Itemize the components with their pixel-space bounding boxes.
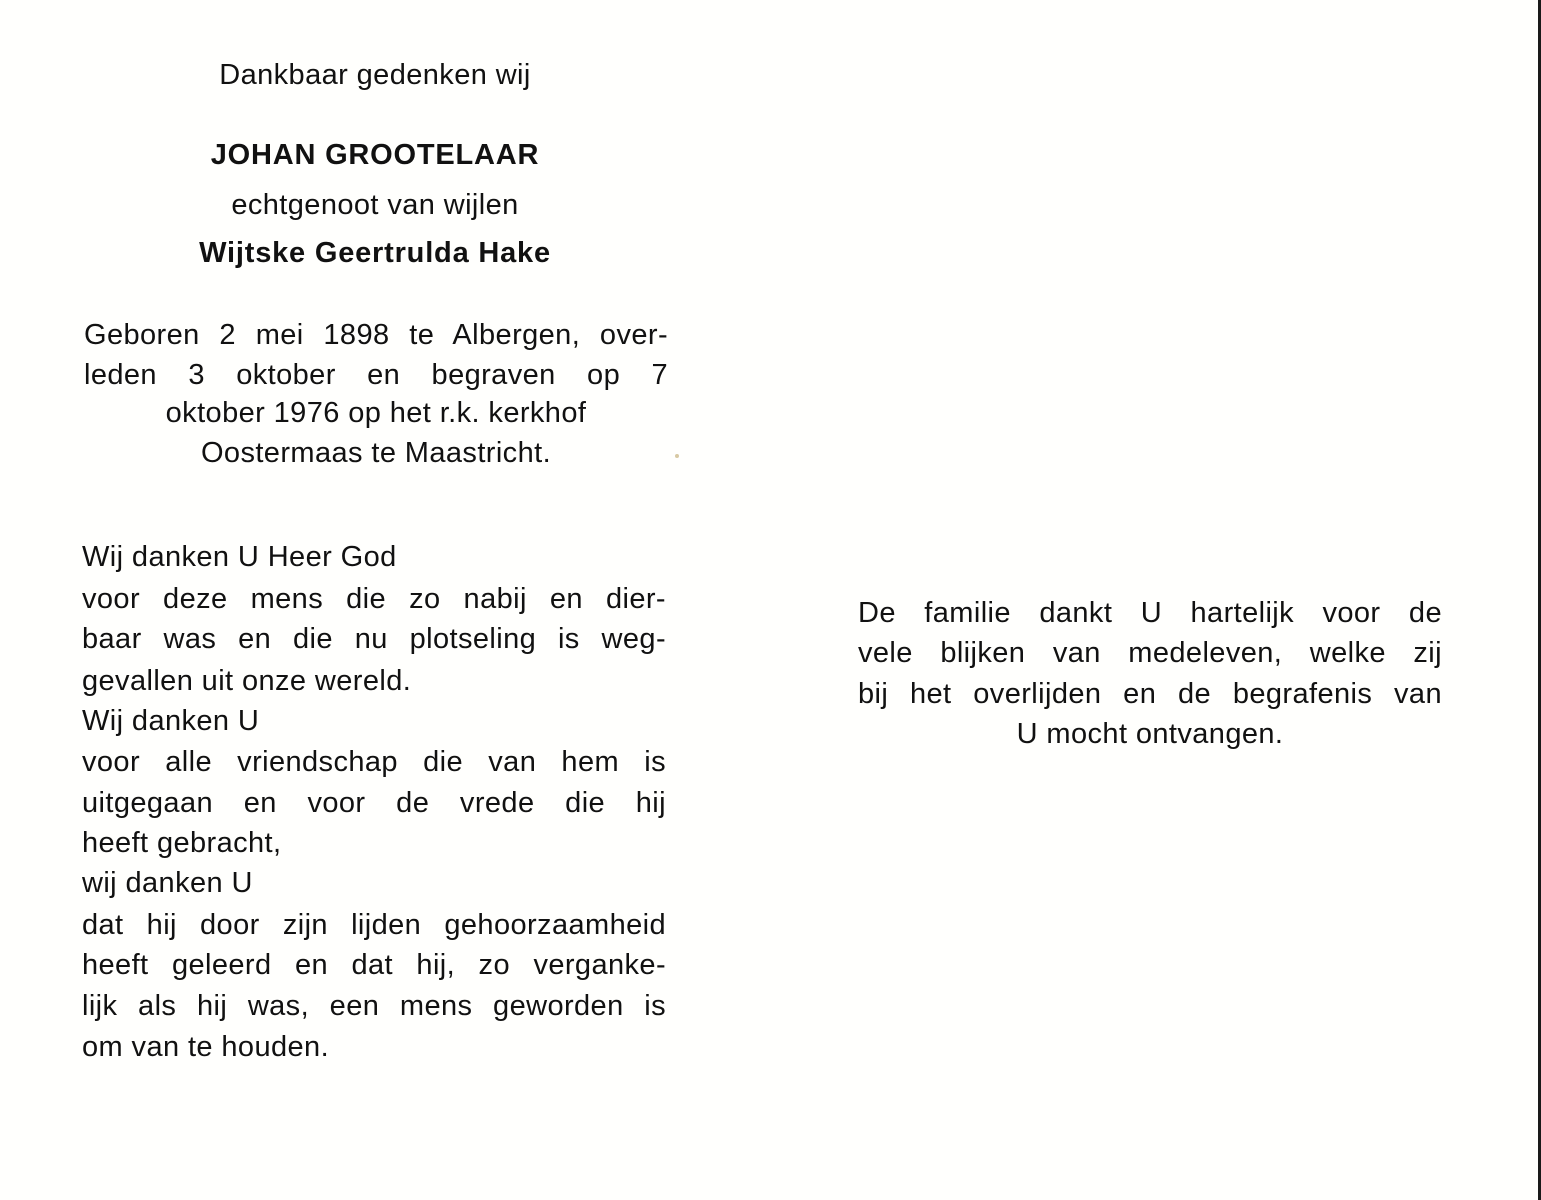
prayer-line: lijk als hij was, een mens geworden is (82, 990, 666, 1022)
deceased-name: JOHAN GROOTELAAR (210, 139, 540, 171)
spouse-name: Wijtske Geertrulda Hake (199, 237, 551, 269)
prayer-line: gevallen uit onze wereld. (82, 665, 412, 697)
prayer-line: om van te houden. (82, 1031, 330, 1063)
prayer-line: voor deze mens die zo nabij en dier- (82, 583, 666, 615)
thanks-line: vele blijken van medeleven, welke zij (858, 637, 1442, 669)
prayer-line: voor alle vriendschap die van hem is (82, 746, 666, 778)
bio-line: leden 3 oktober en begraven op 7 (84, 359, 668, 391)
relation-text: echtgenoot van wijlen (231, 189, 519, 221)
prayer-line: Wij danken U (82, 705, 260, 737)
prayer-line: Wij danken U Heer God (82, 541, 397, 573)
bio-line: Oostermaas te Maastricht. (200, 437, 552, 469)
prayer-line: heeft geleerd en dat hij, zo verganke- (82, 949, 666, 981)
paper-speck (675, 454, 679, 458)
bio-line: Geboren 2 mei 1898 te Albergen, over- (84, 319, 668, 351)
prayer-line: wij danken U (82, 867, 253, 899)
intro-text: Dankbaar gedenken wij (219, 59, 531, 91)
thanks-line: bij het overlijden en de begrafenis van (858, 678, 1442, 710)
prayer-line: dat hij door zijn lijden gehoorzaamheid (82, 909, 666, 941)
prayer-line: heeft gebracht, (82, 827, 282, 859)
thanks-line: De familie dankt U hartelijk voor de (858, 597, 1442, 629)
thanks-line: U mocht ontvangen. (1016, 718, 1284, 750)
bio-line: oktober 1976 op het r.k. kerkhof (165, 397, 587, 429)
prayer-line: baar was en die nu plotseling is weg- (82, 623, 666, 655)
prayer-line: uitgegaan en voor de vrede die hij (82, 787, 666, 819)
